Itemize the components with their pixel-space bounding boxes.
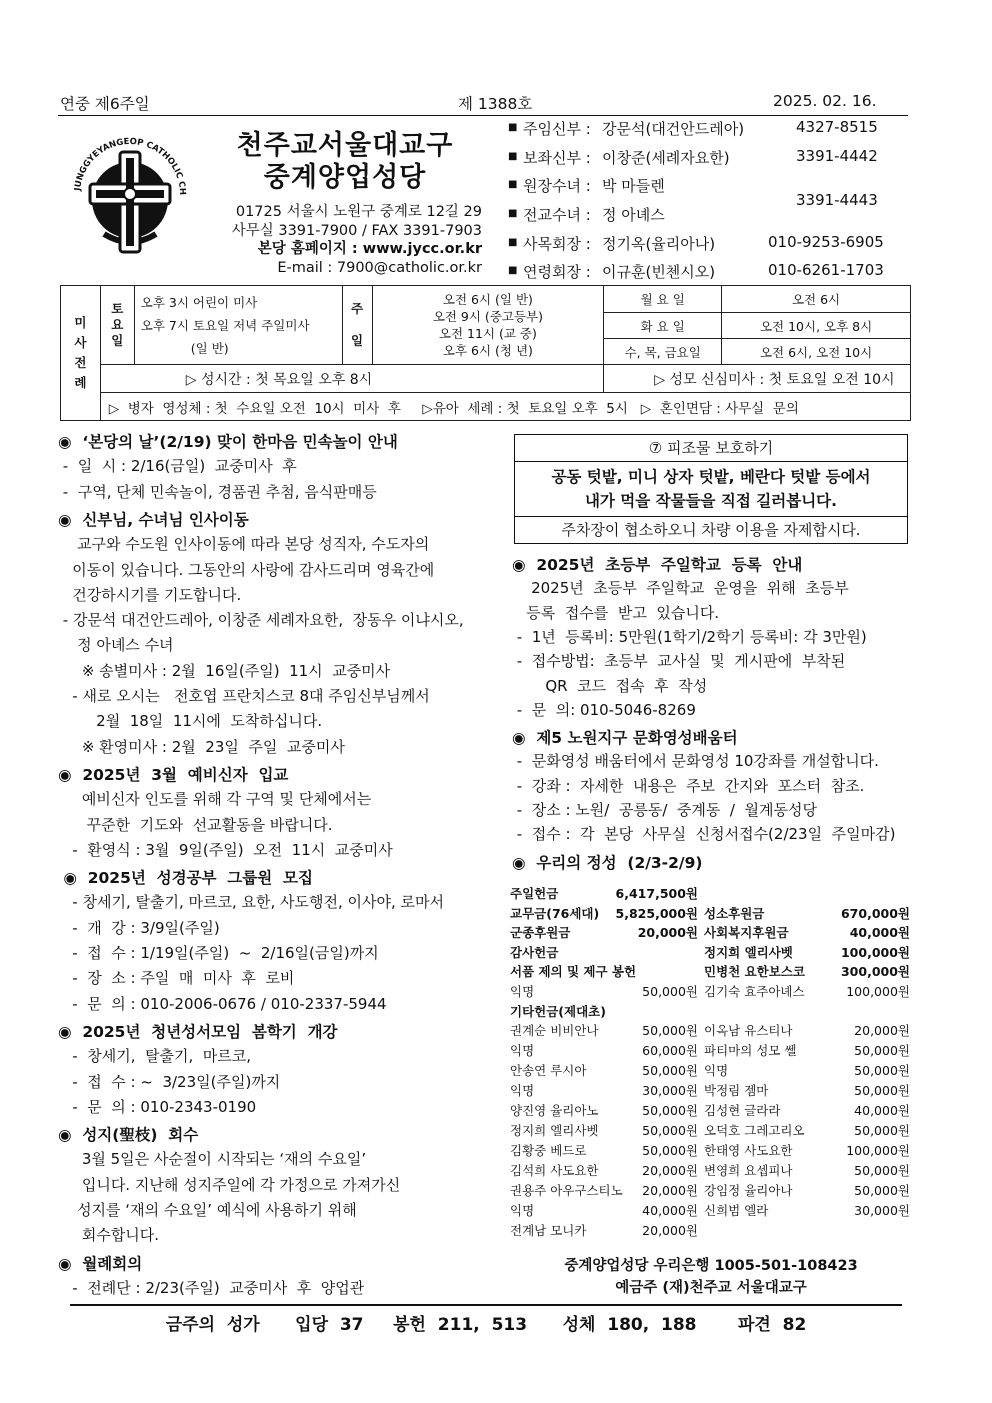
section-line: - 개 강 : 3/9일(주일) [58, 918, 220, 937]
section-line: - 문화영성 배움터에서 문화영성 10강좌를 개설합니다. [512, 752, 879, 771]
box-title: ⑦ 피조물 보호하기 [515, 435, 907, 462]
staff-role: 주임신부 : [523, 120, 591, 138]
saturday-mass: 오후 3시 어린이 미사 [140, 294, 258, 310]
box-line: 내가 먹을 작물들을 직접 길러봅니다. [584, 492, 838, 510]
holy-hour: ▷ 성시간 : 첫 목요일 오후 8시 [100, 365, 603, 393]
offering-cell: 강임정 율리아나 [704, 1183, 793, 1198]
offering-cell: 50,000원 [642, 983, 698, 999]
offering-cell: 50,000원 [642, 1063, 698, 1078]
section-heading: ◉ 성지(聖枝) 회수 [58, 1126, 199, 1145]
offering-cell: 6,417,500원 [615, 886, 698, 901]
bullet-icon: ■ [508, 208, 518, 219]
staff-row [508, 261, 908, 285]
offering-cell: 40,000원 [854, 1103, 910, 1118]
offering-cell: 군종후원금 [510, 925, 571, 940]
sunday-mass: 오후 6시 (청 년) [442, 343, 533, 358]
section-line: - 문 의: 010-5046-8269 [512, 700, 696, 719]
sunday-mass: 오전 11시 (교 중) [438, 326, 537, 341]
offering-cell: 50,000원 [854, 1063, 910, 1078]
offering-cell: 파티마의 성모 쎌 [704, 1043, 797, 1058]
section-line: QR 코드 접속 후 작성 [512, 676, 708, 695]
church-address: 01725 서울시 노원구 중계로 12길 29 [235, 204, 482, 220]
section-line: - 문 의 : 010-2343-0190 [58, 1097, 257, 1116]
section-heading: ◉ 2025년 성경공부 그룹원 모집 [58, 869, 313, 888]
staff-name: 정기옥(율리아나) [602, 235, 716, 253]
bullet-icon: ■ [508, 151, 518, 162]
section-line: 예비신자 인도를 위해 각 구역 및 단체에서는 [58, 790, 372, 809]
offering-cell: 20,000원 [637, 925, 698, 940]
bank-holder: 예금주 (재)천주교 서울대교구 [615, 1280, 807, 1296]
bullet-icon: ■ [508, 265, 518, 276]
offering-cell: 정지희 엘리사벳 [704, 944, 793, 960]
staff-role: 사목회장 : [523, 235, 591, 253]
offering-cell: 300,000원 [840, 964, 910, 979]
staff-role: 원장수녀 : [523, 177, 591, 195]
staff-name: 이창준(세례자요한) [602, 149, 730, 167]
offering-cell: 20,000원 [642, 1163, 698, 1178]
section-line: 2월 18일 11시에 도착하십니다. [58, 712, 323, 731]
offering-cell: 민병천 요한보스코 [704, 964, 805, 979]
section-line: - 강좌 : 자세한 내용은 주보 간지와 포스터 참조. [512, 776, 865, 795]
section-line: - 강문석 대건안드레아, 이창준 세례자요한, 장동우 이냐시오, [58, 611, 464, 630]
section-heading: ◉ 월례회의 [58, 1254, 143, 1273]
marian-mass: ▷ 성모 신심미사 : 첫 토요일 오전 10시 [604, 365, 911, 393]
section-line: - 장 소 : 주일 매 미사 후 로비 [58, 969, 295, 988]
staff-role: 전교수녀 : [523, 206, 591, 224]
sunday-mass: 오전 6시 (일 반) [442, 292, 533, 307]
sunday-mass: 오전 9시 (중고등부) [432, 309, 543, 324]
offering-cell: 50,000원 [854, 1183, 910, 1198]
offering-cell: 이옥남 유스티나 [704, 1023, 793, 1038]
offering-cell: 김석희 사도요한 [510, 1163, 599, 1178]
church-office-phone: 사무실 3391-7900 / FAX 3391-7903 [231, 222, 482, 239]
offering-cell: 50,000원 [642, 1023, 698, 1038]
mass-label: 미 사 전 례 [61, 286, 101, 421]
section-line: 이동이 있습니다. 그동안의 사랑에 감사드리며 영육간에 [58, 560, 435, 579]
mass-schedule-table [60, 285, 911, 421]
offering-cell: 권계순 비비안나 [510, 1023, 599, 1038]
offering-cell: 사회복지후원금 [704, 925, 789, 940]
box-body [515, 462, 907, 517]
offering-cell: 권용주 아우구스티노 [510, 1183, 623, 1198]
section-line: - 환영식 : 3월 9일(주일) 오전 11시 교중미사 [58, 840, 393, 859]
section-line: - 접 수 : 1/19일(주일) ~ 2/16일(금일)까지 [58, 944, 379, 962]
church-title-line1: 천주교서울대교구 [236, 130, 454, 161]
staff-phone: 3391-4442 [796, 147, 878, 165]
bullet-icon: ■ [508, 237, 518, 248]
staff-name: 정 아녜스 [602, 206, 665, 224]
offering-cell: 익명 [510, 983, 535, 999]
box-line: 공동 텃밭, 미니 상자 텃밭, 베란다 텃밭 등에서 [551, 468, 871, 486]
section-line: 입니다. 지난해 성지주일에 각 가정으로 가져가신 [58, 1175, 401, 1194]
offering-cell: 20,000원 [854, 1023, 910, 1038]
section-heading: ◉ 우리의 정성 (2/3-2/9) [512, 853, 703, 872]
church-title [200, 130, 490, 194]
section-heading: ◉ 제5 노원지구 문화영성배움터 [512, 729, 738, 748]
section-heading: ◉ 2025년 청년성서모임 봄학기 개강 [58, 1022, 338, 1041]
offering-cell: 100,000원 [840, 944, 910, 960]
section-line: - 접수 : 각 본당 사무실 신청서접수(2/23일 주일마감) [512, 825, 896, 844]
offering-cell: 30,000원 [854, 1203, 910, 1218]
staff-name: 강문석(대건안드레아) [602, 120, 745, 138]
offering-cell: 신희범 엘라 [704, 1203, 769, 1218]
section-heading: ◉ 신부님, 수녀님 인사이동 [58, 510, 249, 529]
staff-row [508, 233, 908, 257]
offering-cell: 100,000원 [846, 1143, 910, 1158]
offering-cell: 변영희 요셉피나 [704, 1163, 793, 1178]
staff-row [508, 147, 908, 171]
staff-role: 보좌신부 : [523, 149, 591, 167]
offering-cell: 오덕호 그레고리오 [704, 1123, 805, 1138]
bank-info [510, 1255, 912, 1299]
saturday-times [134, 286, 342, 365]
church-contact [200, 203, 482, 277]
offering-cell: 익명 [510, 1043, 535, 1058]
offering-cell: 양진영 율리아노 [510, 1103, 599, 1118]
section-line: - 전례단 : 2/23(주일) 교중미사 후 양업관 [58, 1278, 365, 1297]
bullet-icon: ■ [508, 122, 518, 133]
weekday-time: 오전 10시, 오후 8시 [722, 313, 911, 339]
section-line: - 일 시 : 2/16(금일) 교중미사 후 [58, 457, 297, 476]
section-heading: ◉ 2025년 3월 예비신자 입교 [58, 765, 289, 784]
offering-cell: 감사헌금 [510, 944, 559, 960]
saturday-mass: 오후 7시 토요일 저녁 주일미사 [140, 317, 310, 333]
offering-cell: 30,000원 [642, 1083, 698, 1098]
section-line: 꾸준한 기도와 선교활동을 바랍니다. [58, 815, 333, 834]
staff-name: 박 마들렌 [602, 177, 665, 195]
offering-cell: 40,000원 [849, 925, 910, 940]
offering-cell: 20,000원 [642, 1183, 698, 1198]
staff-phone: 3391-4443 [796, 191, 878, 209]
sunday-label: 주 일 [342, 286, 372, 365]
offering-cell: 기타헌금(제대초) [510, 1003, 606, 1019]
offering-cell: 교무금(76세대) [510, 905, 600, 921]
bank-account: 중계양업성당 우리은행 1005-501-108423 [564, 1258, 858, 1274]
weekday-label: 화 요 일 [604, 313, 722, 339]
section-line: 회수합니다. [58, 1226, 160, 1245]
offering-cell: 익명 [510, 1083, 535, 1098]
offering-cell: 주일헌금 [510, 886, 559, 901]
offering-cell: 정지희 엘리사벳 [510, 1123, 599, 1138]
offering-cell: 40,000원 [642, 1203, 698, 1218]
parking-notice: 주차장이 협소하오니 차량 이용을 자제합시다. [561, 521, 861, 539]
offering-cell: 안송연 루시아 [510, 1063, 587, 1078]
section-line: 성지를 ‘재의 수요일’ 예식에 사용하기 위해 [58, 1201, 357, 1219]
offering-cell: 김성현 글라라 [704, 1103, 781, 1118]
section-heading: ◉ ‘본당의 날’(2/19) 맞이 한마음 민속놀이 안내 [58, 433, 398, 451]
staff-phone: 010-9253-6905 [768, 233, 884, 251]
logo-ring-text: JUNGGYEYANGEOP CATHOLIC CH [73, 136, 188, 196]
section-line: 정 아녜스 수녀 [58, 636, 174, 655]
offering-cell: 50,000원 [854, 1123, 910, 1138]
church-email[interactable]: E-mail : 7900@catholic.or.kr [277, 259, 482, 276]
section-line: 등록 접수를 받고 있습니다. [512, 603, 720, 622]
sacrament-info: ▷ 병자 영성체 : 첫 수요일 오전 10시 미사 후 ▷유아 세례 : 첫 토요일 오후 5시 ▷ 혼인면담 : 사무실 문의 [100, 393, 910, 421]
section-line: - 구역, 단체 민속놀이, 경품권 추첨, 음식판매등 [58, 482, 377, 501]
offering-cell: 익명 [510, 1203, 535, 1218]
section-line: - 접수방법: 초등부 교사실 및 게시판에 부착된 [512, 652, 846, 671]
offering-cell: 한태영 사도요한 [704, 1143, 793, 1158]
offering-cell: 서품 제의 및 제구 봉헌 [510, 964, 637, 979]
offering-cell: 20,000원 [642, 1223, 698, 1238]
bullet-icon: ■ [508, 179, 518, 190]
section-line: - 문 의 : 010-2006-0676 / 010-2337-5944 [58, 994, 387, 1013]
offering-cell: 670,000원 [840, 905, 910, 921]
staff-name: 이규훈(빈첸시오) [602, 263, 716, 281]
offering-cell: 김황중 베드로 [510, 1143, 587, 1158]
saturday-label: 토 요 일 [100, 286, 134, 365]
offering-cell: 50,000원 [642, 1103, 698, 1118]
creation-care-box [514, 434, 908, 544]
offering-cell: 5,825,000원 [615, 905, 698, 921]
offering-cell: 50,000원 [854, 1043, 910, 1058]
staff-phone: 4327-8515 [796, 118, 878, 136]
section-line: - 새로 오시는 전호엽 프란치스코 8대 주임신부님께서 [58, 687, 430, 705]
church-title-line2: 중계양업성당 [263, 162, 427, 193]
weekday-label: 월 요 일 [604, 286, 722, 313]
section-line: - 1년 등록비: 5만원(1학기/2학기 등록비: 각 3만원) [512, 627, 867, 646]
section-line: ※ 송별미사 : 2월 16일(주일) 11시 교중미사 [58, 661, 391, 680]
offering-cell: 50,000원 [642, 1123, 698, 1138]
section-line: ※ 환영미사 : 2월 23일 주일 교중미사 [58, 737, 345, 756]
church-logo [64, 122, 196, 262]
offering-cell: 100,000원 [846, 983, 910, 999]
liturgical-week: 연중 제6주일 [60, 95, 150, 113]
section-line: 2025년 초등부 주일학교 운영을 위해 초등부 [512, 579, 849, 598]
staff-phone: 010-6261-1703 [768, 261, 884, 279]
section-line: - 장소 : 노원/ 공릉동/ 중계동 / 월계동성당 [512, 801, 817, 819]
offering-cell: 50,000원 [854, 1163, 910, 1178]
issue-date: 2025. 02. 16. [773, 92, 877, 110]
saturday-mass-note: (일 반) [190, 340, 229, 356]
bottom-divider [70, 1304, 902, 1306]
section-line: - 창세기, 탈출기, 마르코, 요한, 사도행전, 이사야, 로마서 [58, 893, 444, 912]
header-line [58, 92, 908, 116]
church-homepage[interactable]: 본당 홈페이지 : www.jycc.or.kr [257, 241, 482, 257]
offering-cell: 김기숙 효주아녜스 [704, 983, 805, 999]
sunday-times [372, 286, 604, 365]
weekday-time: 오전 6시, 오전 10시 [722, 339, 911, 365]
staff-list [508, 118, 908, 281]
section-heading: ◉ 2025년 초등부 주일학교 등록 안내 [512, 556, 803, 574]
offering-cell: 익명 [704, 1063, 729, 1078]
section-line: 교구와 수도원 인사이동에 따라 본당 성직자, 수도자의 [58, 535, 430, 554]
offering-cell: 50,000원 [854, 1083, 910, 1098]
offering-cell: 전계남 모니카 [510, 1223, 587, 1238]
hymn-numbers: 금주의 성가 입당 37 봉헌 211, 513 성체 180, 188 파견 82 [165, 1315, 807, 1335]
offering-cell: 성소후원금 [704, 905, 765, 921]
offering-cell: 60,000원 [642, 1043, 698, 1058]
section-line: - 접 수 : ~ 3/23일(주일)까지 [58, 1072, 281, 1091]
offering-cell: 50,000원 [642, 1143, 698, 1158]
staff-role: 연령회장 : [523, 263, 591, 281]
staff-row [508, 118, 908, 142]
issue-number: 제 1388호 [458, 95, 533, 113]
weekday-label: 수, 목, 금요일 [604, 339, 722, 365]
section-line: 3월 5일은 사순절이 시작되는 ‘재의 수요일’ [58, 1150, 367, 1169]
weekday-time: 오전 6시 [722, 286, 911, 313]
offering-cell: 박정림 젬마 [704, 1083, 769, 1098]
section-line: - 창세기, 탈출기, 마르코, [58, 1047, 252, 1066]
section-line: 건강하시기를 기도합니다. [58, 585, 242, 604]
